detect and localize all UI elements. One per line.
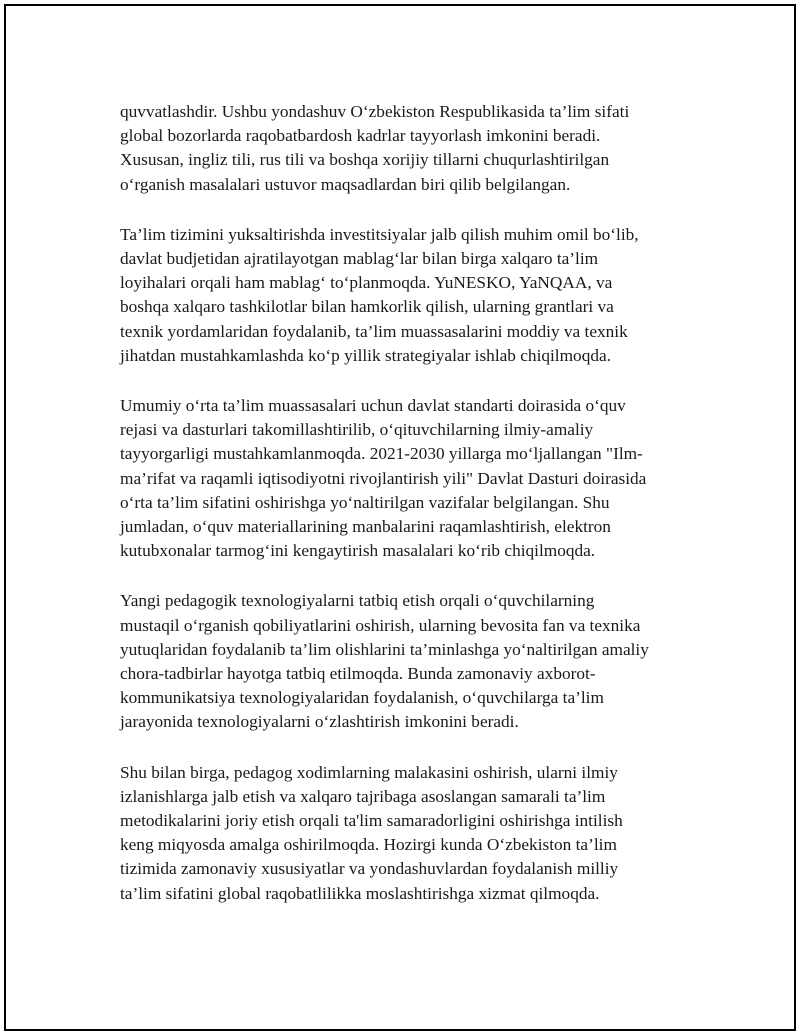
text-line: ta’lim sifatini global raqobatlilikka moslashtirishga xizmat qilmoqda. (120, 883, 600, 903)
text-line: metodikalarini joriy etish orqali ta'lim samaradorligini oshirishga intilish (120, 811, 623, 831)
text-line: kommunikatsiya texnologiyalaridan foydalanish, o‘quvchilarga ta’lim (120, 688, 604, 708)
text-line: tizimida zamonaviy xususiyatlar va yondashuvlardan foydalanish milliy (120, 859, 619, 879)
text-line: jumladan, o‘quv materiallarining manbalarini raqamlashtirish, elektron (120, 517, 611, 537)
text-line: Shu bilan birga, pedagog xodimlarning malakasini oshirish, ularni ilmiy (120, 762, 618, 782)
page-content (120, 100, 680, 932)
text-line: Yangi pedagogik texnologiyalarni tatbiq etish orqali o‘quvchilarning (120, 591, 595, 611)
text-line: rejasi va dasturlari takomillashtirilib, o‘qituvchilarning ilmiy-amaliy (120, 420, 594, 440)
page-frame (4, 4, 796, 1031)
text-line: o‘rganish masalalari ustuvor maqsadlardan biri qilib belgilangan. (120, 174, 571, 194)
text-line: chora-tadbirlar hayotga tatbiq etilmoqda. Bunda zamonaviy axborot- (120, 664, 596, 684)
text-line: keng miqyosda amalga oshirilmoqda. Hozirgi kunda O‘zbekiston ta’lim (120, 835, 617, 855)
text-line: tayyorgarligi mustahkamlanmoqda. 2021-2030 yillarga mo‘ljallangan "Ilm- (120, 444, 643, 464)
text-line: texnik yordamlaridan foydalanib, ta’lim muassasalarini moddiy va texnik (120, 321, 628, 341)
text-line: Umumiy o‘rta ta’lim muassasalari uchun davlat standarti doirasida o‘quv (120, 396, 626, 416)
text-line: Xususan, ingliz tili, rus tili va boshqa xorijiy tillarni chuqurlashtirilgan (120, 150, 610, 170)
text-line: jarayonida texnologiyalarni o‘zlashtirish imkonini beradi. (120, 712, 519, 732)
text-line: izlanishlarga jalb etish va xalqaro tajribaga asoslangan samarali ta’lim (120, 786, 606, 806)
text-line: o‘rta ta’lim sifatini oshirishga yo‘naltirilgan vazifalar belgilangan. Shu (120, 492, 610, 512)
paragraph-2 (120, 223, 680, 368)
text-line: loyihalari orqali ham mablag‘ to‘planmoqda. YuNESKO, YaNQAA, va (120, 273, 613, 293)
text-line: yutuqlaridan foydalanib ta’lim olishlarini ta’minlashga yo‘naltirilgan amaliy (120, 639, 649, 659)
text-line: global bozorlarda raqobatbardosh kadrlar tayyorlash imkonini beradi. (120, 126, 601, 146)
paragraph-1 (120, 100, 680, 197)
text-line: Ta’lim tizimini yuksaltirishda investitsiyalar jalb qilish muhim omil bo‘lib, (120, 224, 639, 244)
text-line: davlat budjetidan ajratilayotgan mablag‘lar bilan birga xalqaro ta’lim (120, 249, 599, 269)
text-line: kutubxonalar tarmog‘ini kengaytirish masalalari ko‘rib chiqilmoqda. (120, 541, 596, 561)
paragraph-3 (120, 394, 680, 563)
text-line: quvvatlashdir. Ushbu yondashuv O‘zbekiston Respublikasida ta’lim sifati (120, 102, 630, 121)
text-line: ma’rifat va raqamli iqtisodiyotni rivojlantirish yili" Davlat Dasturi doirasida (120, 468, 647, 488)
text-line: jihatdan mustahkamlashda ko‘p yillik strategiyalar ishlab chiqilmoqda. (120, 345, 611, 365)
paragraph-5 (120, 761, 680, 906)
text-line: boshqa xalqaro tashkilotlar bilan hamkorlik qilish, ularning grantlari va (120, 297, 614, 317)
paragraph-4 (120, 589, 680, 734)
text-line: mustaqil o‘rganish qobiliyatlarini oshirish, ularning bevosita fan va texnika (120, 615, 641, 635)
